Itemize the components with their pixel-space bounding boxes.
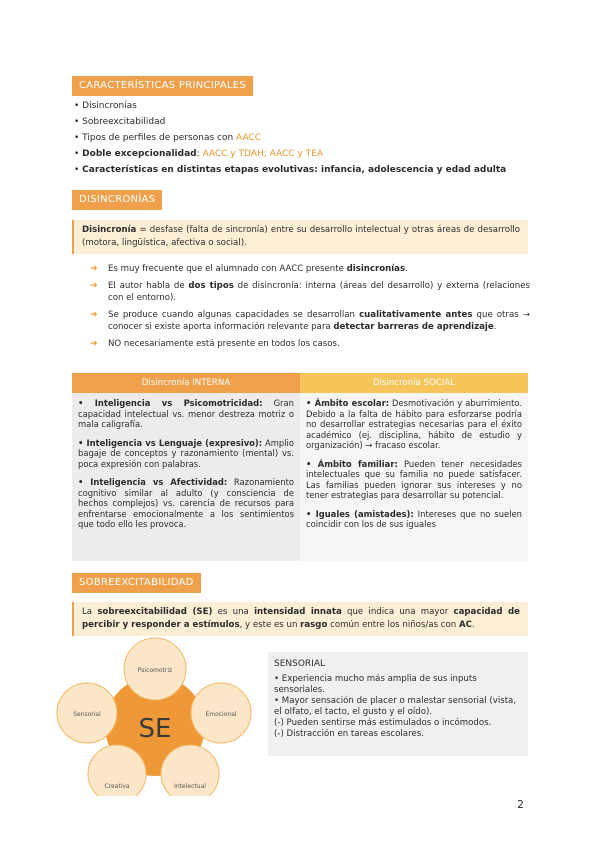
section-title-disincronias: DISINCRONÍAS [72,190,162,210]
se-diagram [55,636,265,796]
se-center-label: SE [138,714,172,744]
point-row: ➔ NO necesariamente está presente en todos los casos. [90,339,340,349]
list-item: • Disincronías [74,101,137,111]
node-psicomotriz-label: Psicomotriz [137,667,173,674]
caracteristicas-list [74,98,506,178]
header-interna: Disincronía INTERNA [72,373,300,393]
table-cell-item: • Inteligencia vs Afectividad: Razonamiento cognitivo similar al adulto (y consciencia de hechos complejos) vs. carencia de recursos para enfrentarse emocionalmente a los sentimientos que todo ello les provoca. [78,477,294,529]
table-cell-item: • Inteligencia vs Lenguaje (expresivo): Amplio bagaje de conceptos y razonamiento (mental) vs. poca expresión con palabras. [78,437,294,469]
point-row: ➔ El autor habla de dos tipos de disincronía: interna (áreas del desarrollo) y externa (relaciones con el entorno). [90,281,530,303]
sensorial-line: • Mayor sensación de placer o malestar sensorial (vista, el olfato, el tacto, el gusto y el oído). [274,696,517,717]
table-cell-item: • Ámbito escolar: Desmotivación y aburrimiento. Debido a la falta de hábito para esforzarse podría no desarrollar estrategias necesarias para el éxito académico (ej. disciplina, hábito de estudio y organización) → fracaso escolar. [306,398,522,450]
list-item: • Doble excepcionalidad: AACC y TDAH; AACC y TEA [74,149,323,159]
arrow-right-icon: ➔ [90,310,98,320]
page-number: 2 [517,798,524,811]
sensorial-title: SENSORIAL [274,659,326,669]
section-title-sobreexcitabilidad: SOBREEXCITABILIDAD [72,573,201,593]
table-cell-item: • Ámbito familiar: Pueden tener necesidades intelectuales que su familia no puede satisfacer. Las familias pueden ignorar sus intereses y no tener estrategias para desarrollar su potencial. [306,458,523,500]
disincronia-table [72,373,528,561]
arrow-right-icon: ➔ [90,281,98,291]
list-item: • Tipos de perfiles de personas con AACC [74,133,262,143]
point-row: ➔ Es muy frecuente que el alumnado con AACC presente disincronías. [90,264,408,274]
disincronia-points [90,263,530,355]
sensorial-box [268,652,528,756]
column-social [300,393,528,561]
list-item: • Características en distintas etapas evolutivas: infancia, adolescencia y edad adulta [74,165,507,175]
table-cell-item: • Inteligencia vs Psicomotricidad: Gran capacidad intelectual vs. menor destreza motriz o mala caligrafía. [78,398,294,429]
sobreexcitabilidad-definition: La sobreexcitabilidad (SE) es una intensidad innata que indica una mayor capacidad de percibir y responder a estímulos, y este es un rasgo común entre los niños/as con AC. [72,602,528,636]
disincronia-definition: Disincronía = desfase (falta de sincronía) entre su desarrollo intelectual y otras áreas de desarrollo (motora, lingüística, afectiva o social). [72,220,528,254]
table-header [72,373,528,393]
node-emocional-label: Emocional [205,711,237,718]
node-creativa-label: Creativa [104,783,130,790]
node-sensorial-label: Sensorial [73,711,101,718]
arrow-right-icon: ➔ [90,264,98,274]
column-interna [72,393,300,561]
table-body [72,393,528,561]
arrow-right-icon: ➔ [90,339,98,349]
point-row: ➔ Se produce cuando algunas capacidades se desarrollan cualitativamente antes que otras → conocer si existe aporta información relevante para detectar barreras de aprendizaje. [90,310,530,332]
sensorial-line: • Experiencia mucho más amplia de sus inputs sensoriales. [274,674,477,695]
sensorial-line: (-) Distracción en tareas escolares. [274,729,424,739]
sensorial-line: (-) Pueden sentirse más estimulados o incómodos. [274,718,492,728]
node-intelectual-label: Intelectual [174,783,206,790]
table-cell-item: • Iguales (amistades): Intereses que no suelen coincidir con los de sus iguales [306,508,522,529]
section-title-caracteristicas: CARACTERÍSTICAS PRINCIPALES [72,76,253,96]
list-item: • Sobreexcitabilidad [74,117,166,127]
header-social: Disincronía SOCIAL [300,373,528,393]
